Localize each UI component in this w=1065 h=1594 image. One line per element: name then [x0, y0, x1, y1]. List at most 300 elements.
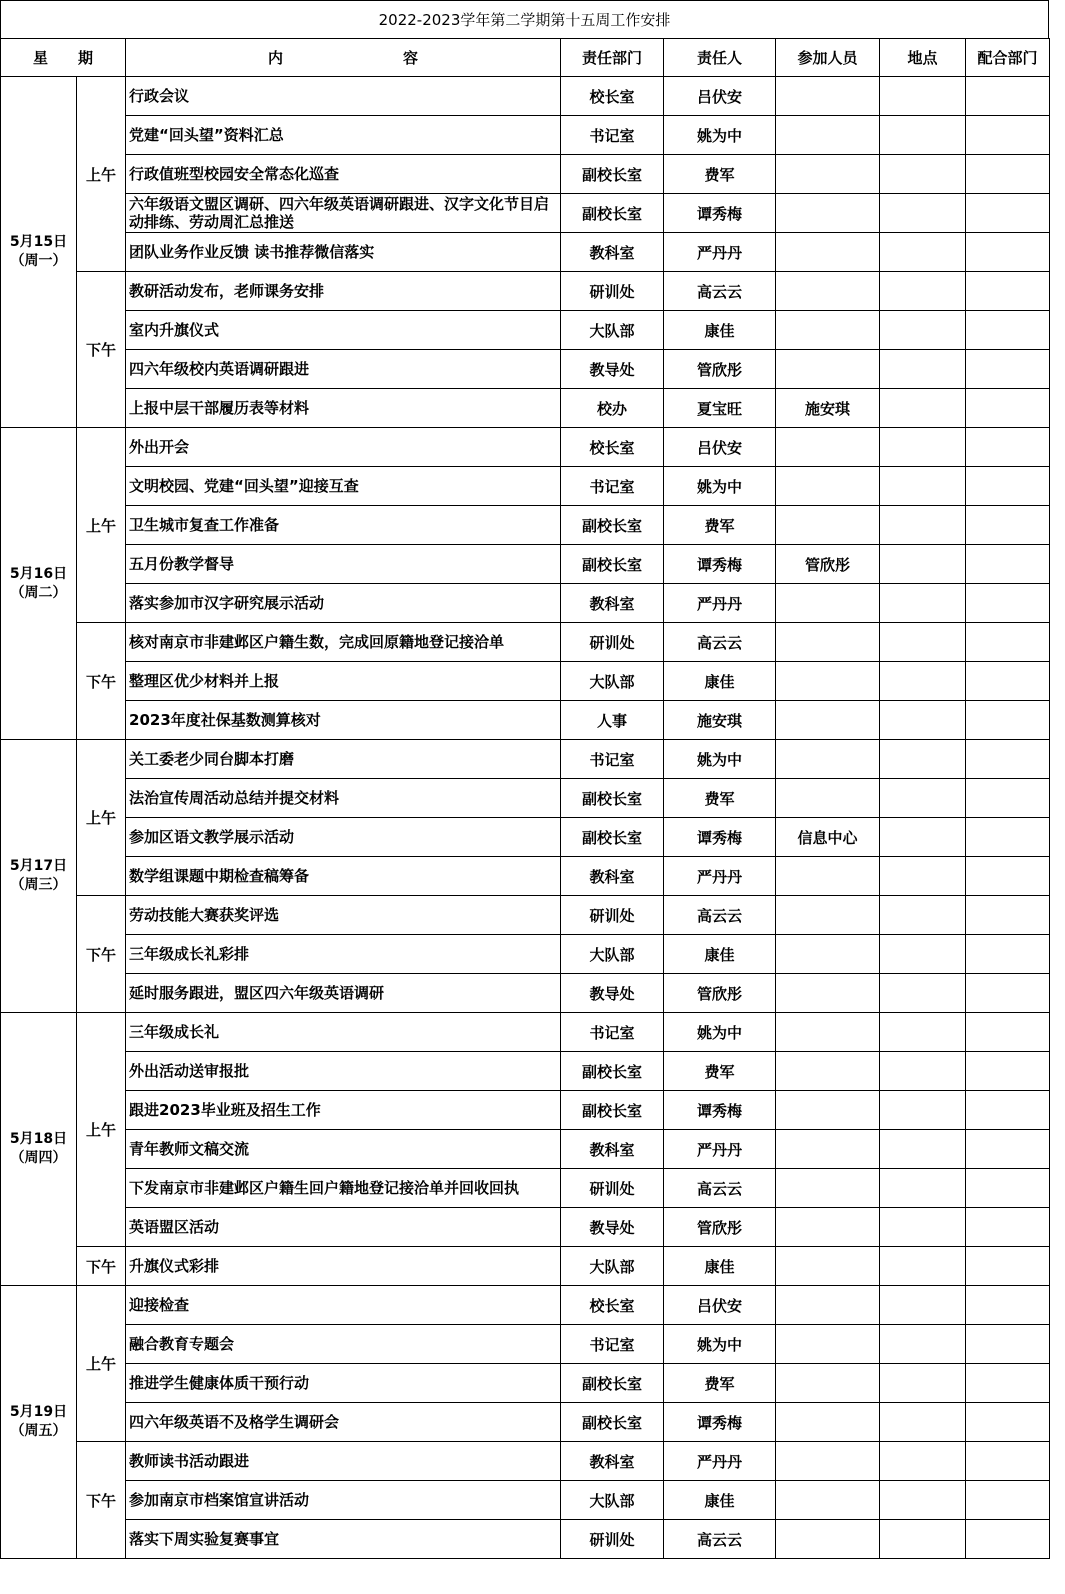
task-dept: 副校长室: [561, 1403, 664, 1442]
task-cooperate: [966, 311, 1050, 350]
header-weekday: 星 期: [1, 39, 126, 77]
task-cooperate: [966, 1208, 1050, 1247]
table-row: [1, 1481, 1050, 1520]
task-location: [880, 389, 966, 428]
task-content: 迎接检查: [126, 1286, 561, 1325]
task-dept: 大队部: [561, 662, 664, 701]
task-participants: [776, 1130, 880, 1169]
task-dept: 校长室: [561, 77, 664, 116]
task-content: 劳动技能大赛获奖评选: [126, 896, 561, 935]
table-row: [1, 662, 1050, 701]
task-participants: 管欣彤: [776, 545, 880, 584]
task-location: [880, 116, 966, 155]
task-participants: [776, 77, 880, 116]
task-person: 管欣彤: [664, 1208, 776, 1247]
task-participants: [776, 311, 880, 350]
day-cell: [1, 77, 77, 428]
table-row: [1, 1169, 1050, 1208]
task-dept: 书记室: [561, 467, 664, 506]
task-participants: [776, 428, 880, 467]
task-location: [880, 155, 966, 194]
task-location: [880, 1286, 966, 1325]
task-content: 卫生城市复查工作准备: [126, 506, 561, 545]
task-cooperate: [966, 467, 1050, 506]
task-person: 姚为中: [664, 1013, 776, 1052]
task-participants: [776, 701, 880, 740]
table-row: [1, 233, 1050, 272]
task-participants: [776, 779, 880, 818]
task-person: 康佳: [664, 1247, 776, 1286]
task-person: 吕伏安: [664, 428, 776, 467]
header-participants: 参加人员: [776, 39, 880, 77]
table-row: [1, 623, 1050, 662]
task-participants: [776, 1247, 880, 1286]
period-cell: 下午: [77, 272, 126, 428]
task-cooperate: [966, 779, 1050, 818]
task-participants: 信息中心: [776, 818, 880, 857]
task-participants: [776, 1442, 880, 1481]
task-participants: [776, 935, 880, 974]
task-person: 谭秀梅: [664, 545, 776, 584]
day-date: 5月17日: [9, 858, 68, 874]
task-participants: [776, 350, 880, 389]
task-content: 室内升旗仪式: [126, 311, 561, 350]
task-cooperate: [966, 233, 1050, 272]
task-content: 行政会议: [126, 77, 561, 116]
task-cooperate: [966, 350, 1050, 389]
task-participants: [776, 233, 880, 272]
task-dept: 副校长室: [561, 818, 664, 857]
task-location: [880, 1091, 966, 1130]
table-row: [1, 77, 1050, 116]
task-cooperate: [966, 818, 1050, 857]
task-person: 吕伏安: [664, 77, 776, 116]
task-participants: [776, 662, 880, 701]
task-location: [880, 428, 966, 467]
header-person: 责任人: [664, 39, 776, 77]
task-participants: [776, 1091, 880, 1130]
period-cell: 上午: [77, 1286, 126, 1442]
task-content: 延时服务跟进，盟区四六年级英语调研: [126, 974, 561, 1013]
task-content: 行政值班型校园安全常态化巡查: [126, 155, 561, 194]
task-location: [880, 1247, 966, 1286]
task-content: 上报中层干部履历表等材料: [126, 389, 561, 428]
task-cooperate: [966, 1052, 1050, 1091]
task-content: 外出开会: [126, 428, 561, 467]
day-weekday: （周一）: [10, 253, 67, 269]
table-row: [1, 506, 1050, 545]
task-cooperate: [966, 1481, 1050, 1520]
task-content: 四六年级英语不及格学生调研会: [126, 1403, 561, 1442]
header-location: 地点: [880, 39, 966, 77]
period-cell: 上午: [77, 1013, 126, 1247]
task-person: 康佳: [664, 662, 776, 701]
task-person: 费军: [664, 779, 776, 818]
table-row: [1, 1520, 1050, 1559]
task-location: [880, 779, 966, 818]
day-date: 5月19日: [9, 1404, 68, 1420]
task-dept: 副校长室: [561, 779, 664, 818]
task-person: 高云云: [664, 272, 776, 311]
task-content: 核对南京市非建邺区户籍生数，完成回原籍地登记接洽单: [126, 623, 561, 662]
task-dept: 大队部: [561, 311, 664, 350]
task-location: [880, 740, 966, 779]
table-row: [1, 974, 1050, 1013]
day-weekday: （周二）: [10, 584, 67, 601]
day-weekday: （周四）: [10, 1150, 67, 1166]
task-location: [880, 1052, 966, 1091]
table-row: [1, 311, 1050, 350]
task-location: [880, 857, 966, 896]
task-cooperate: [966, 1442, 1050, 1481]
task-dept: 人事: [561, 701, 664, 740]
task-content: 外出活动送审报批: [126, 1052, 561, 1091]
task-content: 数学组课题中期检查稿筹备: [126, 857, 561, 896]
schedule-table: [0, 38, 1050, 1559]
task-person: 高云云: [664, 896, 776, 935]
task-cooperate: [966, 1091, 1050, 1130]
task-location: [880, 1013, 966, 1052]
task-person: 康佳: [664, 311, 776, 350]
task-dept: 教导处: [561, 1208, 664, 1247]
task-participants: 施安琪: [776, 389, 880, 428]
task-content: 团队业务作业反馈 读书推荐微信落实: [126, 233, 561, 272]
task-participants: [776, 896, 880, 935]
task-dept: 校办: [561, 389, 664, 428]
task-location: [880, 506, 966, 545]
task-participants: [776, 740, 880, 779]
task-participants: [776, 1208, 880, 1247]
task-dept: 研训处: [561, 272, 664, 311]
task-participants: [776, 1286, 880, 1325]
task-dept: 教科室: [561, 857, 664, 896]
table-row: [1, 1052, 1050, 1091]
task-cooperate: [966, 272, 1050, 311]
period-cell: 上午: [77, 428, 126, 623]
task-location: [880, 350, 966, 389]
task-participants: [776, 116, 880, 155]
task-content: 教研活动发布，老师课务安排: [126, 272, 561, 311]
task-cooperate: [966, 623, 1050, 662]
task-dept: 副校长室: [561, 1091, 664, 1130]
table-row: [1, 818, 1050, 857]
task-dept: 副校长室: [561, 1052, 664, 1091]
task-person: 姚为中: [664, 467, 776, 506]
table-row: [1, 1442, 1050, 1481]
day-date: 5月15日: [9, 234, 68, 250]
task-dept: 教科室: [561, 1442, 664, 1481]
day-date: 5月16日: [9, 565, 68, 582]
day-cell: [1, 740, 77, 1013]
task-dept: 书记室: [561, 740, 664, 779]
task-person: 谭秀梅: [664, 818, 776, 857]
task-dept: 大队部: [561, 935, 664, 974]
task-person: 姚为中: [664, 740, 776, 779]
task-cooperate: [966, 77, 1050, 116]
task-dept: 研训处: [561, 623, 664, 662]
task-location: [880, 1130, 966, 1169]
task-participants: [776, 1325, 880, 1364]
task-cooperate: [966, 1364, 1050, 1403]
task-dept: 教科室: [561, 1130, 664, 1169]
task-participants: [776, 1169, 880, 1208]
task-person: 吕伏安: [664, 1286, 776, 1325]
table-row: [1, 428, 1050, 467]
task-person: 严丹丹: [664, 1442, 776, 1481]
task-dept: 教导处: [561, 350, 664, 389]
table-row: [1, 857, 1050, 896]
period-cell: 上午: [77, 77, 126, 272]
task-location: [880, 1325, 966, 1364]
task-person: 谭秀梅: [664, 1403, 776, 1442]
day-weekday: （周五）: [10, 1423, 67, 1439]
task-cooperate: [966, 701, 1050, 740]
task-cooperate: [966, 428, 1050, 467]
task-content: 落实参加市汉字研究展示活动: [126, 584, 561, 623]
table-row: [1, 896, 1050, 935]
task-person: 高云云: [664, 623, 776, 662]
task-cooperate: [966, 1013, 1050, 1052]
task-location: [880, 1520, 966, 1559]
task-content: 融合教育专题会: [126, 1325, 561, 1364]
task-content: 英语盟区活动: [126, 1208, 561, 1247]
task-location: [880, 896, 966, 935]
task-location: [880, 272, 966, 311]
task-location: [880, 1481, 966, 1520]
task-cooperate: [966, 857, 1050, 896]
table-row: [1, 740, 1050, 779]
task-location: [880, 77, 966, 116]
task-content: 六年级语文盟区调研、四六年级英语调研跟进、汉字文化节目启动排练、劳动周汇总推送: [126, 194, 561, 233]
task-person: 管欣彤: [664, 974, 776, 1013]
task-content: 党建“回头望”资料汇总: [126, 116, 561, 155]
period-cell: 下午: [77, 1247, 126, 1286]
task-cooperate: [966, 896, 1050, 935]
task-content: 参加南京市档案馆宣讲活动: [126, 1481, 561, 1520]
task-content: 关工委老少同台脚本打磨: [126, 740, 561, 779]
table-row: [1, 1091, 1050, 1130]
table-row: [1, 467, 1050, 506]
task-location: [880, 974, 966, 1013]
task-location: [880, 1364, 966, 1403]
task-cooperate: [966, 389, 1050, 428]
task-cooperate: [966, 1403, 1050, 1442]
task-participants: [776, 155, 880, 194]
task-location: [880, 467, 966, 506]
task-content: 法治宣传周活动总结并提交材料: [126, 779, 561, 818]
task-participants: [776, 1403, 880, 1442]
table-row: [1, 701, 1050, 740]
sheet-title: 2022-2023学年第二学期第十五周工作安排: [0, 0, 1049, 38]
header-row: [1, 39, 1050, 77]
task-content: 跟进2023毕业班及招生工作: [126, 1091, 561, 1130]
task-person: 康佳: [664, 1481, 776, 1520]
header-content: 内 容: [126, 39, 561, 77]
task-cooperate: [966, 1520, 1050, 1559]
task-dept: 校长室: [561, 428, 664, 467]
table-row: [1, 1247, 1050, 1286]
task-cooperate: [966, 155, 1050, 194]
task-content: 落实下周实验复赛事宜: [126, 1520, 561, 1559]
task-participants: [776, 974, 880, 1013]
task-location: [880, 1403, 966, 1442]
task-person: 管欣彤: [664, 350, 776, 389]
task-location: [880, 311, 966, 350]
task-participants: [776, 1364, 880, 1403]
task-cooperate: [966, 506, 1050, 545]
task-cooperate: [966, 545, 1050, 584]
table-row: [1, 779, 1050, 818]
task-person: 姚为中: [664, 1325, 776, 1364]
task-content: 参加区语文教学展示活动: [126, 818, 561, 857]
task-dept: 书记室: [561, 116, 664, 155]
day-date: 5月18日: [9, 1131, 68, 1147]
task-participants: [776, 1052, 880, 1091]
task-content: 三年级成长礼彩排: [126, 935, 561, 974]
task-participants: [776, 857, 880, 896]
period-cell: 下午: [77, 896, 126, 1013]
table-row: [1, 1286, 1050, 1325]
task-dept: 校长室: [561, 1286, 664, 1325]
task-dept: 教导处: [561, 974, 664, 1013]
task-cooperate: [966, 740, 1050, 779]
task-participants: [776, 584, 880, 623]
task-person: 严丹丹: [664, 233, 776, 272]
task-content: 文明校园、党建“回头望”迎接互查: [126, 467, 561, 506]
task-participants: [776, 1481, 880, 1520]
table-row: [1, 272, 1050, 311]
period-cell: 下午: [77, 1442, 126, 1559]
task-content: 2023年度社保基数测算核对: [126, 701, 561, 740]
task-cooperate: [966, 584, 1050, 623]
table-row: [1, 350, 1050, 389]
task-person: 费军: [664, 155, 776, 194]
task-person: 谭秀梅: [664, 1091, 776, 1130]
day-cell: [1, 428, 77, 740]
task-dept: 研训处: [561, 1520, 664, 1559]
table-row: [1, 1013, 1050, 1052]
task-person: 夏宝旺: [664, 389, 776, 428]
task-cooperate: [966, 1130, 1050, 1169]
table-row: [1, 116, 1050, 155]
task-content: 青年教师文稿交流: [126, 1130, 561, 1169]
task-dept: 副校长室: [561, 194, 664, 233]
task-person: 谭秀梅: [664, 194, 776, 233]
table-row: [1, 389, 1050, 428]
table-row: [1, 1208, 1050, 1247]
task-dept: 大队部: [561, 1481, 664, 1520]
task-person: 高云云: [664, 1169, 776, 1208]
period-cell: 下午: [77, 623, 126, 740]
task-person: 严丹丹: [664, 1130, 776, 1169]
task-location: [880, 818, 966, 857]
table-row: [1, 935, 1050, 974]
task-dept: 大队部: [561, 1247, 664, 1286]
task-cooperate: [966, 662, 1050, 701]
task-person: 姚为中: [664, 116, 776, 155]
task-location: [880, 701, 966, 740]
task-location: [880, 1208, 966, 1247]
task-content: 三年级成长礼: [126, 1013, 561, 1052]
task-location: [880, 545, 966, 584]
day-weekday: （周三）: [10, 877, 67, 893]
task-person: 严丹丹: [664, 584, 776, 623]
task-location: [880, 935, 966, 974]
task-dept: 副校长室: [561, 545, 664, 584]
period-cell: 上午: [77, 740, 126, 896]
day-cell: [1, 1013, 77, 1286]
task-location: [880, 1169, 966, 1208]
task-location: [880, 233, 966, 272]
task-cooperate: [966, 935, 1050, 974]
task-dept: 副校长室: [561, 155, 664, 194]
table-row: [1, 194, 1050, 233]
task-content: 下发南京市非建邺区户籍生回户籍地登记接洽单并回收回执: [126, 1169, 561, 1208]
header-cooperate: 配合部门: [966, 39, 1050, 77]
header-dept: 责任部门: [561, 39, 664, 77]
task-participants: [776, 1013, 880, 1052]
table-row: [1, 1325, 1050, 1364]
task-person: 费军: [664, 506, 776, 545]
task-person: 严丹丹: [664, 857, 776, 896]
task-participants: [776, 194, 880, 233]
task-content: 五月份教学督导: [126, 545, 561, 584]
task-dept: 书记室: [561, 1013, 664, 1052]
schedule-body: [1, 77, 1050, 1559]
table-row: [1, 155, 1050, 194]
task-person: 康佳: [664, 935, 776, 974]
table-row: [1, 545, 1050, 584]
task-dept: 教科室: [561, 233, 664, 272]
task-cooperate: [966, 974, 1050, 1013]
task-dept: 研训处: [561, 896, 664, 935]
task-dept: 研训处: [561, 1169, 664, 1208]
task-cooperate: [966, 1247, 1050, 1286]
table-row: [1, 1364, 1050, 1403]
task-person: 施安琪: [664, 701, 776, 740]
task-location: [880, 662, 966, 701]
task-content: 教师读书活动跟进: [126, 1442, 561, 1481]
task-dept: 副校长室: [561, 506, 664, 545]
task-person: 费军: [664, 1052, 776, 1091]
task-participants: [776, 623, 880, 662]
task-cooperate: [966, 1169, 1050, 1208]
task-content: 升旗仪式彩排: [126, 1247, 561, 1286]
table-row: [1, 1130, 1050, 1169]
task-cooperate: [966, 116, 1050, 155]
task-dept: 书记室: [561, 1325, 664, 1364]
task-person: 费军: [664, 1364, 776, 1403]
task-dept: 教科室: [561, 584, 664, 623]
task-content: 推进学生健康体质干预行动: [126, 1364, 561, 1403]
task-content: 整理区优少材料并上报: [126, 662, 561, 701]
task-location: [880, 1442, 966, 1481]
task-person: 高云云: [664, 1520, 776, 1559]
task-cooperate: [966, 194, 1050, 233]
task-participants: [776, 1520, 880, 1559]
task-cooperate: [966, 1286, 1050, 1325]
day-cell: [1, 1286, 77, 1559]
task-location: [880, 623, 966, 662]
task-content: 四六年级校内英语调研跟进: [126, 350, 561, 389]
task-location: [880, 584, 966, 623]
table-row: [1, 1403, 1050, 1442]
task-participants: [776, 467, 880, 506]
task-dept: 副校长室: [561, 1364, 664, 1403]
task-cooperate: [966, 1325, 1050, 1364]
table-row: [1, 584, 1050, 623]
task-participants: [776, 506, 880, 545]
